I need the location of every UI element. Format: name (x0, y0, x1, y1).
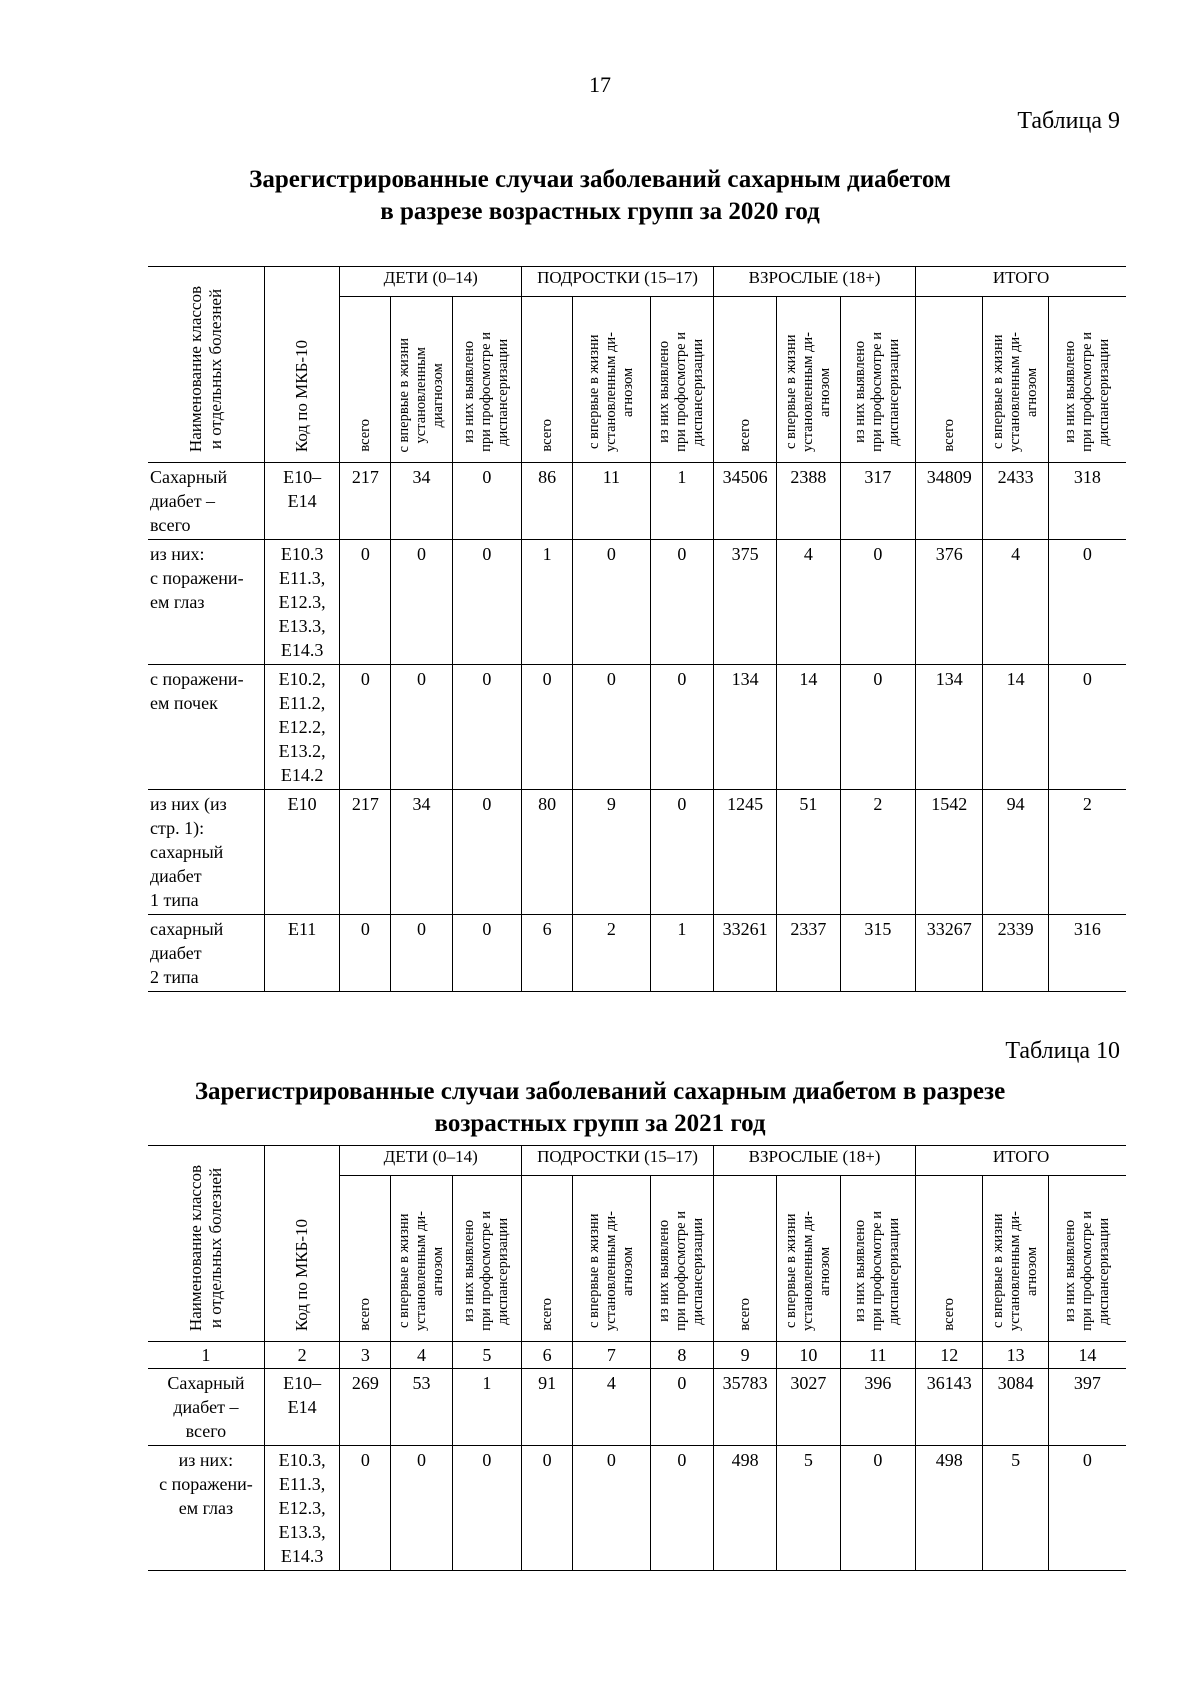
row-value: 0 (452, 915, 521, 992)
row-value: 86 (522, 463, 573, 540)
row-value: 498 (916, 1446, 983, 1571)
table9-body (148, 463, 1126, 992)
row-value: 0 (340, 665, 391, 790)
column-number: 12 (916, 1342, 983, 1369)
table10-subheader: всего (713, 1176, 776, 1342)
column-number: 7 (573, 1342, 651, 1369)
row-value: 2337 (777, 915, 840, 992)
table10-subheader: с впервые в жизни установленным ди- агнозом (777, 1176, 840, 1342)
table-row (148, 463, 1126, 540)
table10-column-numbers-row (148, 1342, 1126, 1369)
row-value: 0 (1048, 1446, 1126, 1571)
table9-subheader: всего (340, 297, 391, 463)
row-value: 0 (573, 1446, 651, 1571)
table10-title (120, 1076, 1080, 1140)
table9-title-line2: в разрезе возрастных групп за 2020 год (380, 198, 820, 225)
row-value: 0 (391, 665, 452, 790)
row-name: с поражени- ем почек (148, 665, 264, 790)
page-number: 17 (589, 72, 611, 97)
row-value: 0 (840, 1446, 916, 1571)
table10-title-line1: Зарегистрированные случаи заболеваний сахарным диабетом в разрезе (194, 1078, 1006, 1105)
row-value: 0 (650, 540, 713, 665)
table10-group-total: ИТОГО (916, 1146, 1126, 1176)
table9-label: Таблица 9 (1017, 108, 1120, 134)
row-value: 35783 (713, 1369, 776, 1446)
row-value: 2 (573, 915, 651, 992)
row-value: 269 (340, 1369, 391, 1446)
row-code: Е10.3, Е11.3, Е12.3, Е13.3, Е14.3 (264, 1446, 340, 1571)
row-value: 2433 (983, 463, 1048, 540)
column-number: 5 (452, 1342, 521, 1369)
table-row (148, 665, 1126, 790)
row-value: 5 (777, 1446, 840, 1571)
table9-subheader: из них выявлено при профосмотре и диспансеризации (650, 297, 713, 463)
row-value: 80 (522, 790, 573, 915)
row-name: из них: с поражени- ем глаз (148, 1446, 264, 1571)
row-value: 94 (983, 790, 1048, 915)
row-value: 0 (573, 665, 651, 790)
row-value: 0 (340, 1446, 391, 1571)
row-value: 4 (983, 540, 1048, 665)
row-value: 1 (452, 1369, 521, 1446)
table9-subheader: всего (522, 297, 573, 463)
row-name: из них: с поражени- ем глаз (148, 540, 264, 665)
row-value: 2 (840, 790, 916, 915)
column-number: 6 (522, 1342, 573, 1369)
row-value: 5 (983, 1446, 1048, 1571)
row-value: 134 (916, 665, 983, 790)
table10 (148, 1145, 1126, 1571)
table9-subheader: с впервые в жизни установленным ди- агнозом (983, 297, 1048, 463)
table9-subheader: из них выявлено при профосмотре и диспансеризации (452, 297, 521, 463)
table9-subheader: с впервые в жизни установленным диагнозом (391, 297, 452, 463)
row-value: 0 (452, 1446, 521, 1571)
column-number: 1 (148, 1342, 264, 1369)
table10-group-teens: ПОДРОСТКИ (15–17) (522, 1146, 714, 1176)
row-value: 4 (573, 1369, 651, 1446)
row-value: 0 (452, 665, 521, 790)
table10-subheader: всего (340, 1176, 391, 1342)
table10-subheader: всего (522, 1176, 573, 1342)
column-number: 2 (264, 1342, 340, 1369)
column-number: 3 (340, 1342, 391, 1369)
row-value: 315 (840, 915, 916, 992)
table9-title-line1: Зарегистрированные случаи заболеваний сахарным диабетом (249, 166, 951, 193)
row-code: Е10 (264, 790, 340, 915)
row-value: 53 (391, 1369, 452, 1446)
row-value: 0 (650, 1446, 713, 1571)
row-value: 2 (1048, 790, 1126, 915)
row-value: 0 (452, 463, 521, 540)
table9-group-teens: ПОДРОСТКИ (15–17) (522, 267, 714, 297)
row-value: 2339 (983, 915, 1048, 992)
row-value: 0 (650, 1369, 713, 1446)
table9-group-children: ДЕТИ (0–14) (340, 267, 522, 297)
row-value: 396 (840, 1369, 916, 1446)
table9-subheader: из них выявлено при профосмотре и диспансеризации (1048, 297, 1126, 463)
row-value: 0 (391, 540, 452, 665)
row-value: 1 (650, 463, 713, 540)
row-name: сахарный диабет 2 типа (148, 915, 264, 992)
row-value: 14 (777, 665, 840, 790)
row-value: 376 (916, 540, 983, 665)
row-name: Сахарный диабет – всего (148, 463, 264, 540)
row-value: 11 (573, 463, 651, 540)
row-value: 3027 (777, 1369, 840, 1446)
column-number: 9 (713, 1342, 776, 1369)
table10-header-name: Наименование классов и отдельных болезней (148, 1146, 264, 1342)
table-row (148, 540, 1126, 665)
table9-group-adults: ВЗРОСЛЫЕ (18+) (713, 267, 915, 297)
row-value: 0 (840, 540, 916, 665)
table10-subheader: из них выявлено при профосмотре и диспансеризации (840, 1176, 916, 1342)
row-value: 0 (1048, 540, 1126, 665)
row-value: 1 (522, 540, 573, 665)
table10-subheader: всего (916, 1176, 983, 1342)
row-value: 0 (650, 790, 713, 915)
row-value: 318 (1048, 463, 1126, 540)
row-value: 33261 (713, 915, 776, 992)
row-value: 4 (777, 540, 840, 665)
table10-label: Таблица 10 (1005, 1038, 1120, 1064)
row-value: 0 (522, 1446, 573, 1571)
table10-subheader: с впервые в жизни установленным ди- агнозом (391, 1176, 452, 1342)
table-row (148, 915, 1126, 992)
table-row (148, 790, 1126, 915)
row-value: 316 (1048, 915, 1126, 992)
table9-header-code: Код по МКБ-10 (264, 267, 340, 463)
table9-subheader: с впервые в жизни установленным ди- агнозом (573, 297, 651, 463)
row-value: 375 (713, 540, 776, 665)
column-number: 11 (840, 1342, 916, 1369)
table10-title-line2: возрастных групп за 2021 год (434, 1110, 766, 1137)
row-value: 134 (713, 665, 776, 790)
table9-subheader: с впервые в жизни установленным ди- агнозом (777, 297, 840, 463)
row-value: 0 (522, 665, 573, 790)
table9-subheader: всего (916, 297, 983, 463)
column-number: 4 (391, 1342, 452, 1369)
row-code: Е10– Е14 (264, 463, 340, 540)
row-value: 34809 (916, 463, 983, 540)
row-value: 397 (1048, 1369, 1126, 1446)
row-code: Е10– Е14 (264, 1369, 340, 1446)
row-value: 2388 (777, 463, 840, 540)
table10-group-adults: ВЗРОСЛЫЕ (18+) (713, 1146, 915, 1176)
row-value: 1 (650, 915, 713, 992)
row-name: из них (из стр. 1): сахарный диабет 1 типа (148, 790, 264, 915)
table10-subheader: из них выявлено при профосмотре и диспансеризации (452, 1176, 521, 1342)
row-value: 217 (340, 790, 391, 915)
table9-subheader: из них выявлено при профосмотре и диспансеризации (840, 297, 916, 463)
row-value: 34506 (713, 463, 776, 540)
table10-group-children: ДЕТИ (0–14) (340, 1146, 522, 1176)
row-value: 9 (573, 790, 651, 915)
row-value: 36143 (916, 1369, 983, 1446)
row-code: Е10.2, Е11.2, Е12.2, Е13.2, Е14.2 (264, 665, 340, 790)
row-value: 1245 (713, 790, 776, 915)
row-value: 0 (391, 1446, 452, 1571)
row-value: 91 (522, 1369, 573, 1446)
table10-subheader: из них выявлено при профосмотре и диспансеризации (1048, 1176, 1126, 1342)
row-value: 0 (452, 790, 521, 915)
table10-subheader: из них выявлено при профосмотре и диспансеризации (650, 1176, 713, 1342)
row-value: 6 (522, 915, 573, 992)
table9 (148, 266, 1126, 992)
row-value: 498 (713, 1446, 776, 1571)
row-value: 51 (777, 790, 840, 915)
table9-group-total: ИТОГО (916, 267, 1126, 297)
table10-body (148, 1369, 1126, 1571)
table10-subheader: с впервые в жизни установленным ди- агнозом (573, 1176, 651, 1342)
row-value: 33267 (916, 915, 983, 992)
column-number: 13 (983, 1342, 1048, 1369)
column-number: 10 (777, 1342, 840, 1369)
row-value: 14 (983, 665, 1048, 790)
row-value: 34 (391, 463, 452, 540)
row-value: 0 (573, 540, 651, 665)
table-row (148, 1446, 1126, 1571)
row-value: 0 (340, 540, 391, 665)
row-code: Е10.3 Е11.3, Е12.3, Е13.3, Е14.3 (264, 540, 340, 665)
row-value: 0 (650, 665, 713, 790)
table10-header-code: Код по МКБ-10 (264, 1146, 340, 1342)
row-value: 0 (1048, 665, 1126, 790)
row-code: Е11 (264, 915, 340, 992)
row-value: 3084 (983, 1369, 1048, 1446)
column-number: 14 (1048, 1342, 1126, 1369)
row-value: 0 (340, 915, 391, 992)
column-number: 8 (650, 1342, 713, 1369)
row-value: 1542 (916, 790, 983, 915)
row-value: 0 (391, 915, 452, 992)
row-value: 317 (840, 463, 916, 540)
row-name: Сахарный диабет – всего (148, 1369, 264, 1446)
row-value: 0 (840, 665, 916, 790)
table9-subheader: всего (713, 297, 776, 463)
table-row (148, 1369, 1126, 1446)
table9-title (120, 164, 1080, 228)
row-value: 217 (340, 463, 391, 540)
table9-header-name: Наименование классов и отдельных болезней (148, 267, 264, 463)
row-value: 0 (452, 540, 521, 665)
table10-subheader: с впервые в жизни установленным ди- агнозом (983, 1176, 1048, 1342)
row-value: 34 (391, 790, 452, 915)
